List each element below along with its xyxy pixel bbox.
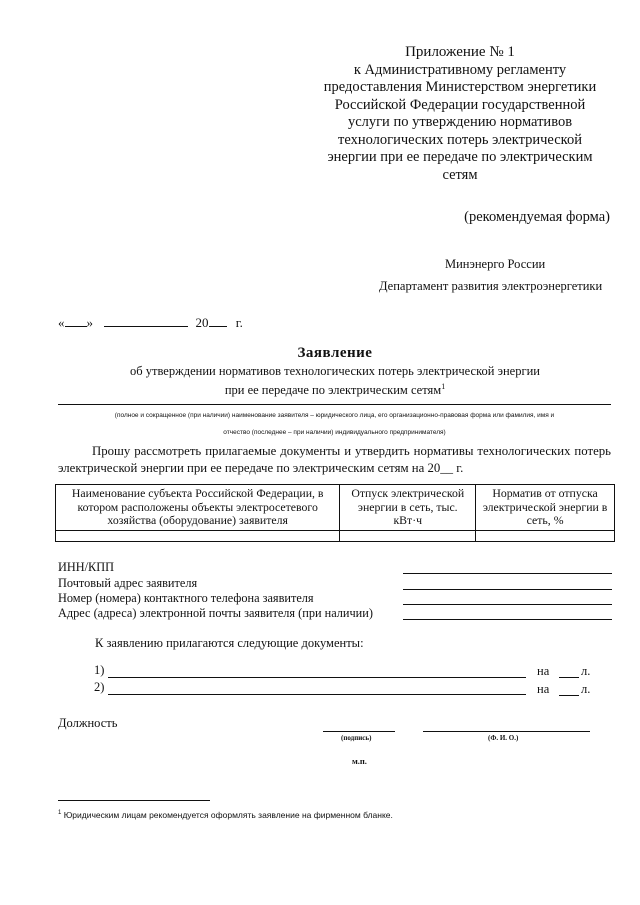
full-name-field[interactable] <box>423 731 590 732</box>
appendix-line: энергии при ее передаче по электрическим <box>327 149 593 165</box>
attachment-number: 2) <box>94 680 105 694</box>
date-open-quote: « <box>58 315 65 330</box>
table-header-norm: Норматив от отпуска электрической энергии в сеть, % <box>476 485 615 531</box>
appendix-number: Приложение № 1 <box>405 44 515 60</box>
document-title: Заявление <box>297 345 373 361</box>
appendix-line: сетям <box>442 166 478 183</box>
footnote-text: Юридическим лицам рекомендуется оформлять заявление на фирменном бланке. <box>63 810 393 820</box>
signature-field[interactable] <box>323 731 395 732</box>
year-prefix: 20 <box>195 315 209 330</box>
recommended-form-label: (рекомендуемая форма) <box>464 209 610 225</box>
email-label: Адрес (адреса) электронной почты заявителя (при наличии) <box>58 606 373 620</box>
attachment-sheets-label: л. <box>581 682 591 696</box>
appendix-line: предоставления Министерством энергетики <box>323 79 597 95</box>
email-field[interactable] <box>403 619 612 620</box>
table-header-supply: Отпуск электрической энергии в сеть, тыс. кВт·ч <box>340 485 476 531</box>
full-name-caption: (Ф. И. О.) <box>488 734 519 742</box>
attachment-on-label: на <box>537 664 550 678</box>
appendix-line: Российской Федерации государственной <box>334 96 586 113</box>
attachment-1-field[interactable] <box>108 677 526 678</box>
attachment-on-label: на <box>537 682 550 696</box>
table-header-region: Наименование субъекта Российской Федерации, в котором расположены объекты электросетевого хозяйства (оборудование) заявителя <box>56 485 340 531</box>
subtitle-line-1: об утверждении нормативов технологических потерь электрической энергии <box>130 364 540 378</box>
phone-label: Номер (номера) контактного телефона заявителя <box>58 591 314 605</box>
applicant-note <box>58 407 611 441</box>
attachment-1-sheets-field[interactable] <box>559 677 579 678</box>
appendix-line: услуги по утверждению нормативов <box>347 114 573 130</box>
phone-field[interactable] <box>403 604 612 605</box>
inn-label: ИНН/КПП <box>58 560 115 574</box>
position-label: Должность <box>58 716 118 730</box>
addressee-ministry: Минэнерго России <box>445 257 546 271</box>
table-cell-region[interactable] <box>56 531 340 542</box>
postal-field[interactable] <box>403 589 612 590</box>
appendix-line: к Административному регламенту <box>353 61 567 78</box>
postal-label: Почтовый адрес заявителя <box>58 576 198 590</box>
subtitle-line-2: при ее передаче по электрическим сетям <box>224 383 442 398</box>
applicant-name-field[interactable] <box>58 404 611 405</box>
table-cell-norm[interactable] <box>476 531 615 542</box>
applicant-note-line-1: (полное и сокращенное (при наличии) наименование заявителя – юридического лица, его организационно-правовая форма или фамилия, имя и <box>114 412 555 419</box>
appendix-line: технологических потерь электрической <box>338 131 582 148</box>
month-field[interactable] <box>104 314 188 327</box>
day-field[interactable] <box>65 314 87 327</box>
norms-table <box>55 484 615 542</box>
attachment-2-sheets-field[interactable] <box>559 695 579 696</box>
date-line <box>58 314 243 331</box>
date-close-quote: » <box>86 315 93 330</box>
request-paragraph: Прошу рассмотреть прилагаемые документы и утвердить нормативы технологических потерь электрической энергии при ее передаче по электрическим сетям на 20__ г. <box>58 444 611 475</box>
attachment-2-field[interactable] <box>108 694 526 695</box>
footnote-ref: 1 <box>441 382 446 391</box>
attachments-intro: К заявлению прилагаются следующие документы: <box>95 636 364 650</box>
addressee-department: Департамент развития электроэнергетики <box>379 279 603 293</box>
appendix-header <box>300 44 620 184</box>
footnote-divider <box>58 800 210 801</box>
inn-field[interactable] <box>403 573 612 574</box>
table-cell-supply[interactable] <box>340 531 476 542</box>
document-subtitle <box>60 364 610 398</box>
applicant-note-line-2: отчество (последнее – при наличии) индивидуального предпринимателя) <box>223 429 446 436</box>
year-suffix: г. <box>235 315 243 330</box>
attachment-number: 1) <box>94 663 105 677</box>
year-field[interactable] <box>209 314 227 327</box>
signature-caption: (подпись) <box>341 734 372 742</box>
attachment-sheets-label: л. <box>581 664 591 678</box>
footnote <box>58 810 393 820</box>
footnote-mark: 1 <box>58 810 62 817</box>
stamp-label: м.п. <box>352 756 367 766</box>
